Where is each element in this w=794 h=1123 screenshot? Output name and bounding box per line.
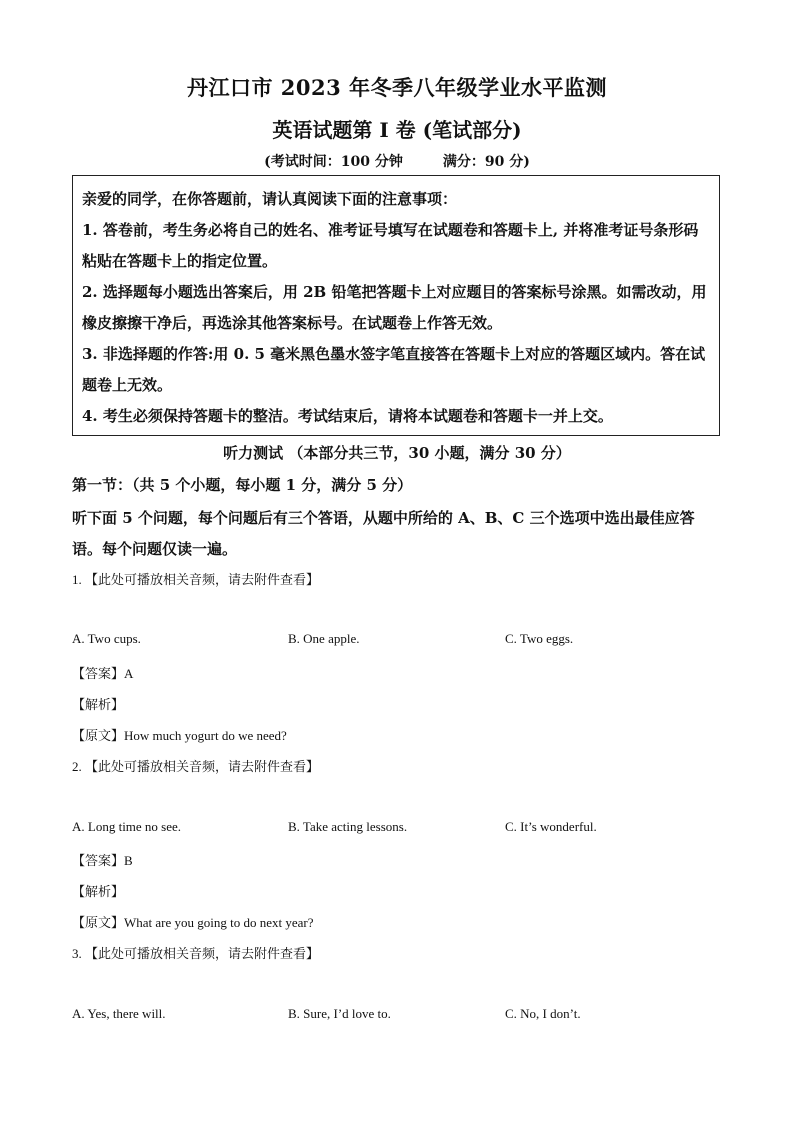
option-a: A. Yes, there will. (72, 1006, 166, 1021)
section-heading: 听力测试 （本部分共三节，30 小题，满分 30 分） (223, 444, 571, 462)
exam-title: 丹江口市 2023 年冬季八年级学业水平监测 (186, 75, 608, 100)
option-b: B. One apple. (288, 631, 360, 646)
notice-item: 4. 考生必须保持答题卡的整洁。考试结束后，请将本试题卷和答题卡一并上交。 (82, 407, 613, 425)
answer-line: 【答案】B (72, 853, 133, 868)
option-c: C. No, I don’t. (505, 1006, 581, 1021)
notice-greeting: 亲爱的同学，在你答题前，请认真阅读下面的注意事项： (82, 190, 458, 208)
option-c: C. Two eggs. (505, 631, 574, 646)
option-a: A. Long time no see. (72, 819, 182, 834)
question-stem: 3. 【此处可播放相关音频，请去附件查看】 (72, 946, 320, 961)
exam-info (0, 151, 794, 171)
part-heading: 第一节：（共 5 个小题，每小题 1 分，满分 5 分） (72, 476, 413, 494)
analysis-line: 【解析】 (72, 884, 125, 899)
option-b: B. Take acting lessons. (288, 819, 408, 834)
option-c: C. It’s wonderful. (505, 819, 597, 834)
answer-line: 【答案】A (72, 666, 134, 681)
option-a: A. Two cups. (72, 631, 141, 646)
original-text-line: 【原文】What are you going to do next year? (72, 915, 314, 930)
exam-time: (考试时间：100 分钟 (264, 154, 403, 170)
notice-item: 3. 非选择题的作答:用 0. 5 毫米黑色墨水签字笔直接答在答题卡上对应的答题区域内。答在试题卷上无效。 (82, 345, 706, 394)
notice-box (72, 175, 720, 436)
notice-item: 2. 选择题每小题选出答案后，用 2B 铅笔把答题卡上对应题目的答案标号涂黑。如需改动，用橡皮擦擦干净后，再选涂其他答案标号。在试题卷上作答无效。 (82, 283, 707, 332)
original-text-line: 【原文】How much yogurt do we need? (72, 728, 287, 743)
question-stem: 1. 【此处可播放相关音频，请去附件查看】 (72, 572, 320, 587)
option-b: B. Sure, I’d love to. (288, 1006, 391, 1021)
analysis-line: 【解析】 (72, 697, 125, 712)
question-stem: 2. 【此处可播放相关音频，请去附件查看】 (72, 759, 320, 774)
exam-score: 满分：90 分) (442, 154, 530, 170)
paper-title: 英语试题第 I 卷 (笔试部分) (272, 118, 522, 142)
notice-item: 1. 答卷前，考生务必将自己的姓名、准考证号填写在试题卷和答题卡上, 并将准考证号条形码粘贴在答题卡上的指定位置。 (82, 221, 699, 270)
part-instruction: 听下面 5 个问题，每个问题后有三个答语，从题中所给的 A、B、C 三个选项中选出最佳应答语。每个问题仅读一遍。 (72, 509, 695, 558)
